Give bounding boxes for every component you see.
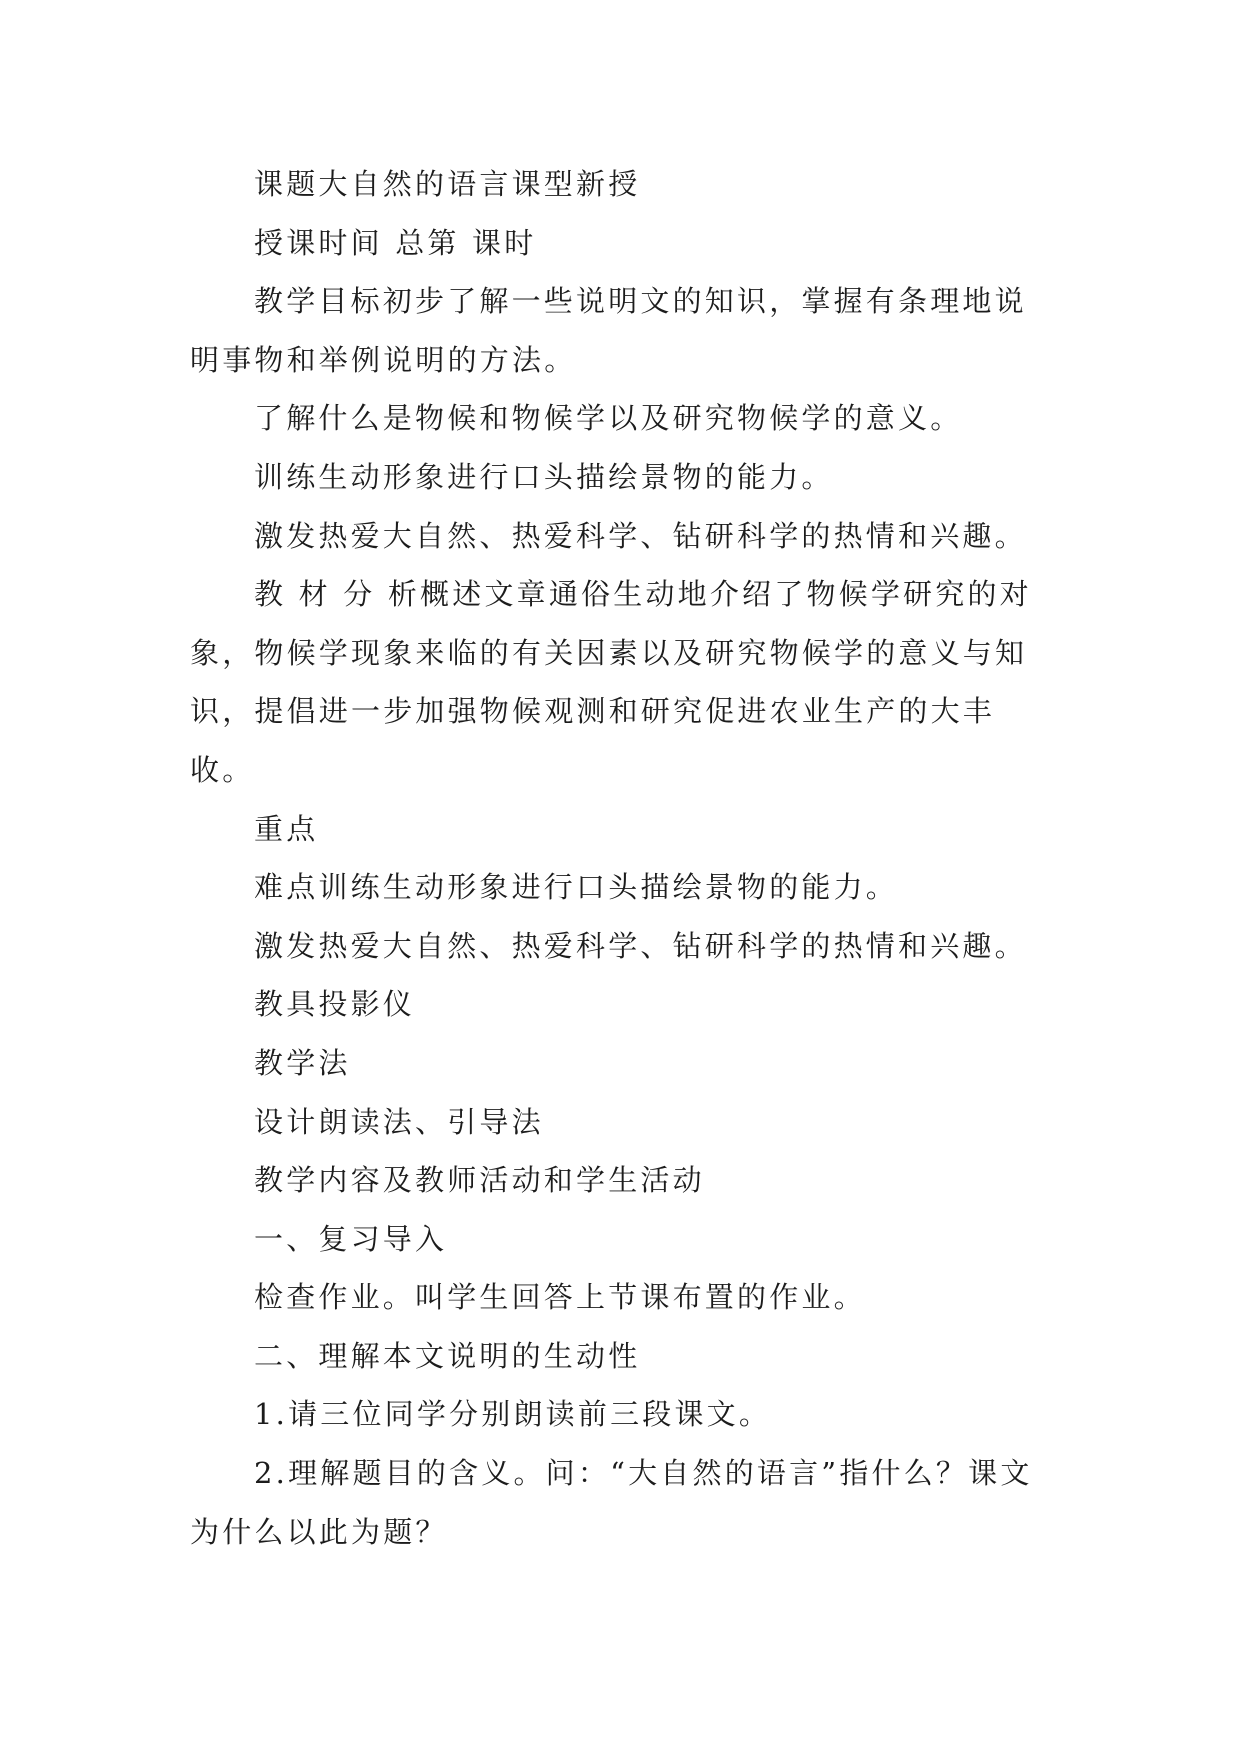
paragraph-step-2: 2.理解题目的含义。问：“大自然的语言”指什么？课文为什么以此为题？ (190, 1456, 1033, 1549)
paragraph-material-analysis: 教 材 分 析概述文章通俗生动地介绍了物候学研究的对象，物候学现象来临的有关因素以及研究物候学的意义与知识，提倡进一步加强物候观测和研究促进农业生产的大丰收。 (190, 577, 1032, 787)
paragraph-objective-3: 训练生动形象进行口头描绘景物的能力。 (254, 459, 834, 494)
paragraph-lesson-title: 课题大自然的语言课型新授 (254, 167, 641, 201)
paragraph-section-1: 一、复习导入 (254, 1221, 448, 1256)
paragraph-difficulty: 难点训练生动形象进行口头描绘景物的能力。 (254, 870, 899, 905)
paragraph-content-heading: 教学内容及教师活动和学生活动 (254, 1163, 705, 1198)
paragraph-check-homework: 检查作业。叫学生回答上节课布置的作业。 (254, 1280, 866, 1315)
paragraph-lesson-time: 授课时间 总第 课时 (254, 225, 537, 260)
paragraph-objective-2: 了解什么是物候和物候学以及研究物候学的意义。 (254, 401, 963, 436)
document-body (190, 155, 1052, 1561)
paragraph-method-design: 设计朗读法、引导法 (254, 1104, 544, 1139)
paragraph-difficulty-2: 激发热爱大自然、热爱科学、钻研科学的热情和兴趣。 (254, 928, 1027, 963)
paragraph-objective-4: 激发热爱大自然、热爱科学、钻研科学的热情和兴趣。 (254, 518, 1027, 553)
paragraph-step-1: 1.请三位同学分别朗读前三段课文。 (254, 1397, 772, 1432)
paragraph-section-2: 二、理解本文说明的生动性 (254, 1338, 641, 1373)
paragraph-key-point: 重点 (254, 811, 319, 846)
paragraph-teaching-objective: 教学目标初步了解一些说明文的知识，掌握有条理地说明事物和举例说明的方法。 (190, 284, 1027, 377)
paragraph-teaching-aids: 教具投影仪 (254, 987, 416, 1022)
paragraph-teaching-method: 教学法 (254, 1045, 351, 1080)
